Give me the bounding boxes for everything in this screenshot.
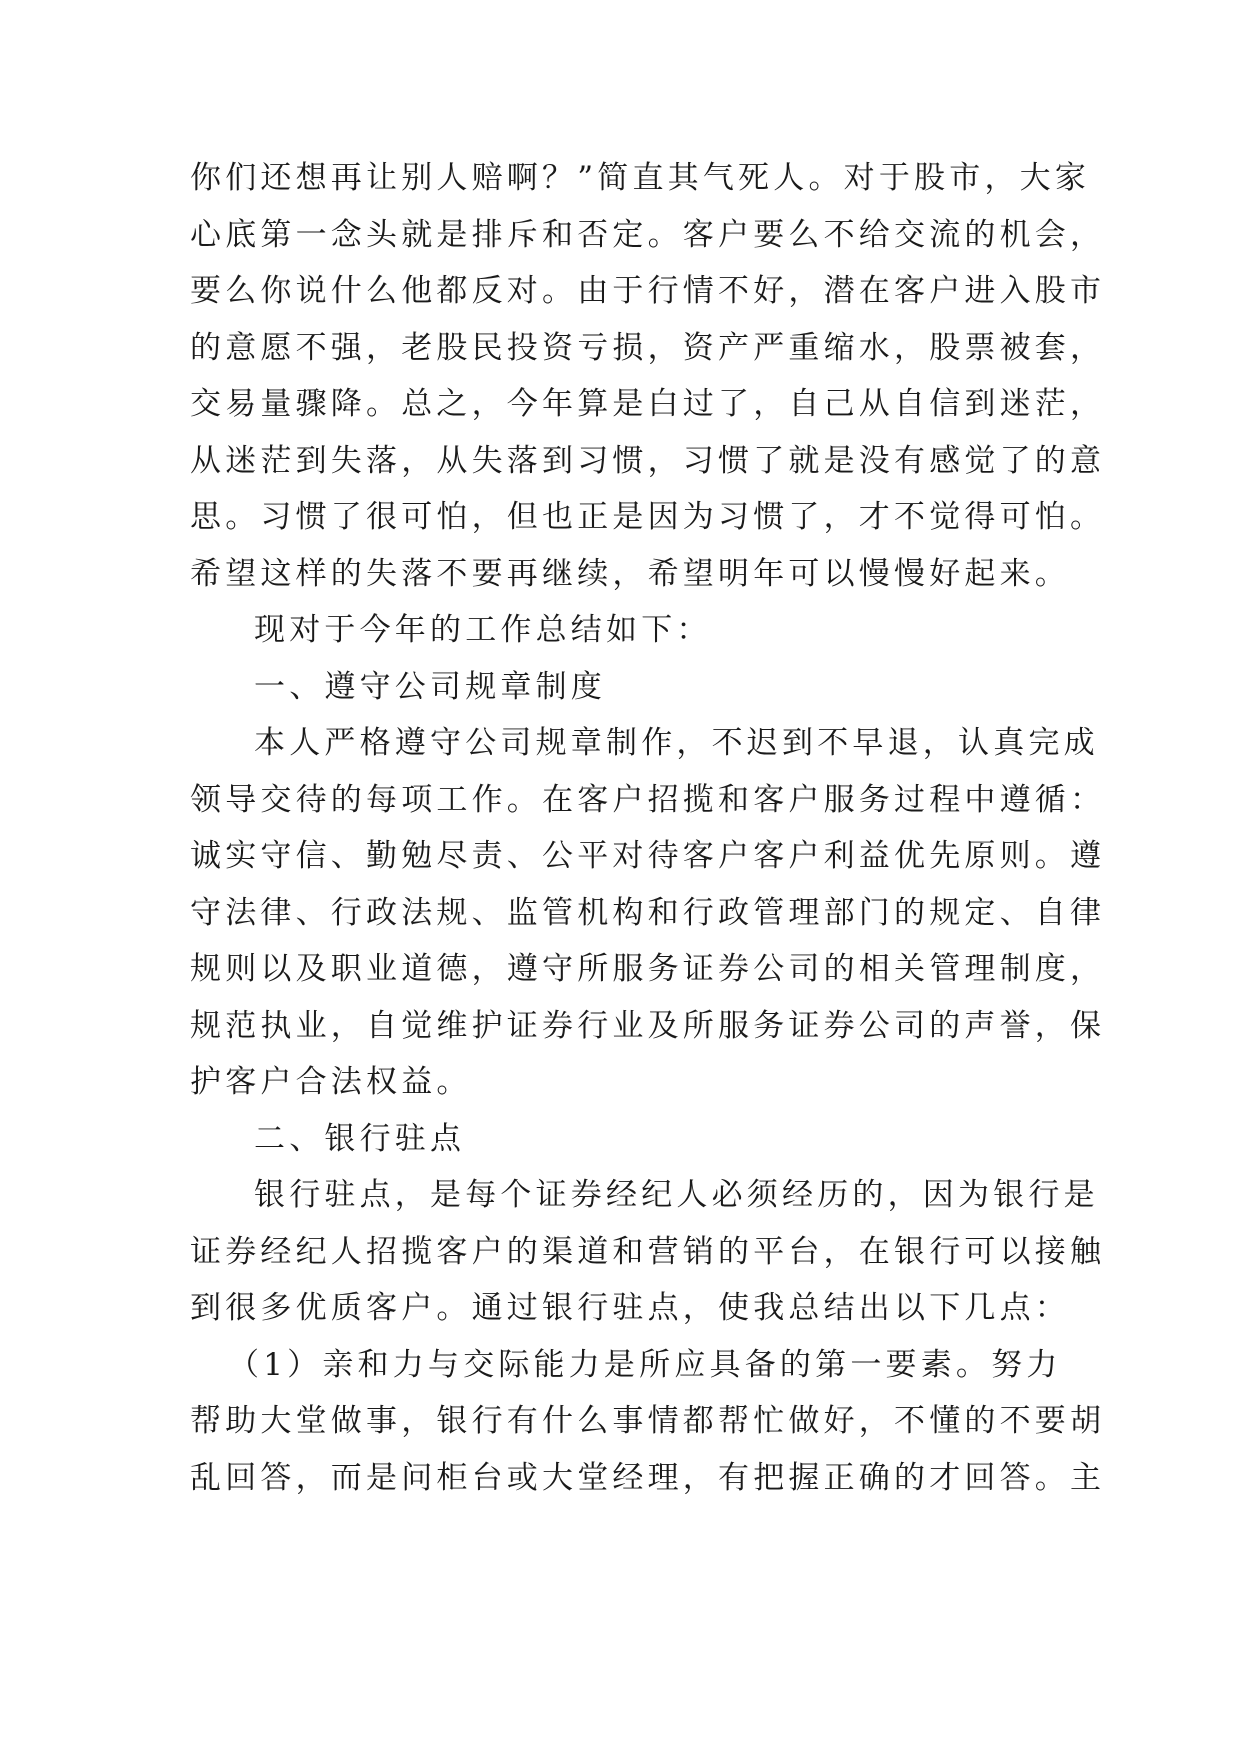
text-line: 交易量骤降。总之，今年算是白过了，自己从自信到迷茫， bbox=[190, 386, 1106, 422]
text-line: 领导交待的每项工作。在客户招揽和客户服务过程中遵循： bbox=[190, 781, 1106, 818]
text-line: 乱回答，而是问柜台或大堂经理，有把握正确的才回答。主 bbox=[190, 1459, 1106, 1496]
text-line: 规范执业，自觉维护证券行业及所服务证券公司的声誉，保 bbox=[190, 1007, 1106, 1044]
text-line: 守法律、行政法规、监管机构和行政管理部门的规定、自律 bbox=[190, 894, 1106, 931]
text-line: 从迷茫到失落，从失落到习惯，习惯了就是没有感觉了的意 bbox=[190, 442, 1106, 479]
text-line: 规则以及职业道德，遵守所服务证券公司的相关管理制度， bbox=[190, 951, 1106, 987]
text-line: 本人严格遵守公司规章制作，不迟到不早退，认真完成 bbox=[254, 725, 1099, 761]
text-line: 的意愿不强，老股民投资亏损，资产严重缩水，股票被套， bbox=[190, 329, 1106, 366]
text-line: 要么你说什么他都反对。由于行情不好，潜在客户进入股市 bbox=[190, 273, 1106, 309]
text-line: 心底第一念头就是排斥和否定。客户要么不给交流的机会， bbox=[190, 216, 1106, 253]
document-body bbox=[190, 150, 1106, 1506]
text-line: 诚实守信、勤勉尽责、公平对待客户客户利益优先原则。遵 bbox=[190, 838, 1106, 874]
numbered-point-1: （1）亲和力与交际能力是所应具备的第一要素。努力 bbox=[228, 1346, 1062, 1383]
text-line: 护客户合法权益。 bbox=[190, 1064, 472, 1100]
text-line: 证券经纪人招揽客户的渠道和营销的平台，在银行可以接触 bbox=[190, 1233, 1106, 1270]
text-line: 希望这样的失落不要再继续，希望明年可以慢慢好起来。 bbox=[190, 555, 1070, 592]
section-heading-bank: 二、银行驻点 bbox=[254, 1120, 466, 1157]
text-line: 思。习惯了很可怕，但也正是因为习惯了，才不觉得可怕。 bbox=[190, 499, 1106, 535]
text-line: 银行驻点，是每个证券经纪人必须经历的，因为银行是 bbox=[254, 1177, 1099, 1213]
section-heading-rules: 一、遵守公司规章制度 bbox=[254, 668, 606, 705]
text-line: 帮助大堂做事，银行有什么事情都帮忙做好，不懂的不要胡 bbox=[190, 1403, 1106, 1439]
summary-intro-line: 现对于今年的工作总结如下： bbox=[254, 612, 712, 648]
text-line: 你们还想再让别人赔啊？”简直其气死人。对于股市，大家 bbox=[190, 160, 1091, 196]
text-line: 到很多优质客户。通过银行驻点，使我总结出以下几点： bbox=[190, 1290, 1070, 1326]
